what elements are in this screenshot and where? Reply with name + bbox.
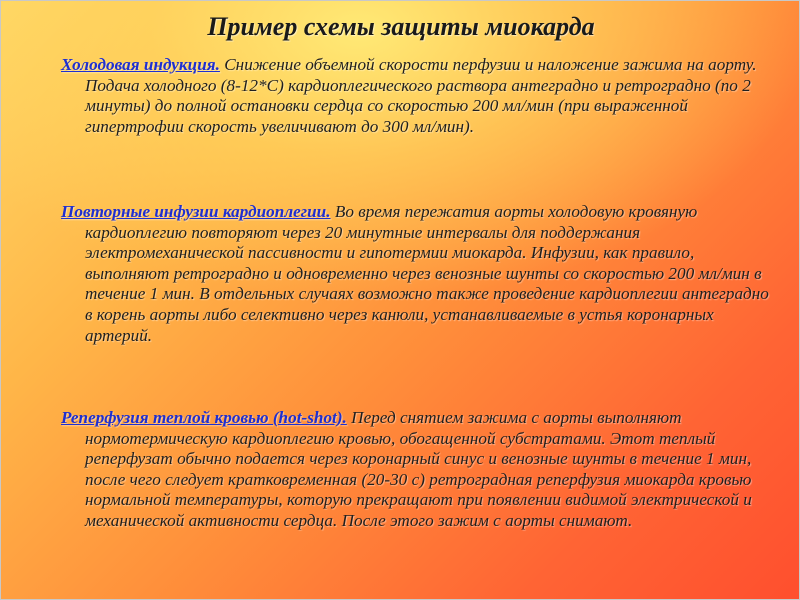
paragraph-text: Снижение объемной скорости перфузии и наложение зажима на аорту. Подача холодного (8-12*С) кардиоплегического раствора антеградно и ретроградно (по 2 минуты) до полной остановки сердца со скоростью 200 мл/мин (при выраженной гипертрофии скорость увеличивают до 300 мл/мин). — [85, 55, 757, 136]
slide-title: Пример схемы защиты миокарда — [207, 12, 595, 41]
paragraph-text: Во время пережатия аорты холодовую кровяную кардиоплегию повторяют через 20 минутные интервалы для поддержания электромеханической пассивности и гипотермии миокарда. Инфузии, как правило, выполняют ретроградно и одновременно через венозные шунты со скоростью 200 мл/мин в течение 1 мин. В отдельных случаях возможно также проведение кардиоплегии антеградно в корень аорты либо селективно через канюли, устанавливаемые в устья коронарных артерий. — [85, 202, 769, 345]
paragraph-repeated-infusions — [61, 202, 775, 346]
paragraph-text: Перед снятием зажима с аорты выполняют нормотермическую кардиоплегию кровью, обогащенной субстратами. Этот теплый реперфузат обычно подается через коронарный синус и венозные шунты в течение 1 мин, после чего следует кратковременная (20-30 с) ретроградная реперфузия миокарда кровью нормальной температуры, которую прекращают при появлении видимой электрической и механической активности сердца. После этого зажим с аорты снимают. — [85, 408, 752, 530]
term-cold-induction: Холодовая индукция. — [61, 55, 220, 74]
paragraph-cold-induction — [61, 55, 775, 137]
term-warm-reperfusion: Реперфузия теплой кровью (hot-shot). — [61, 408, 347, 427]
paragraph-warm-reperfusion — [61, 408, 775, 532]
term-repeated-infusions: Повторные инфузии кардиоплегии. — [61, 202, 331, 221]
